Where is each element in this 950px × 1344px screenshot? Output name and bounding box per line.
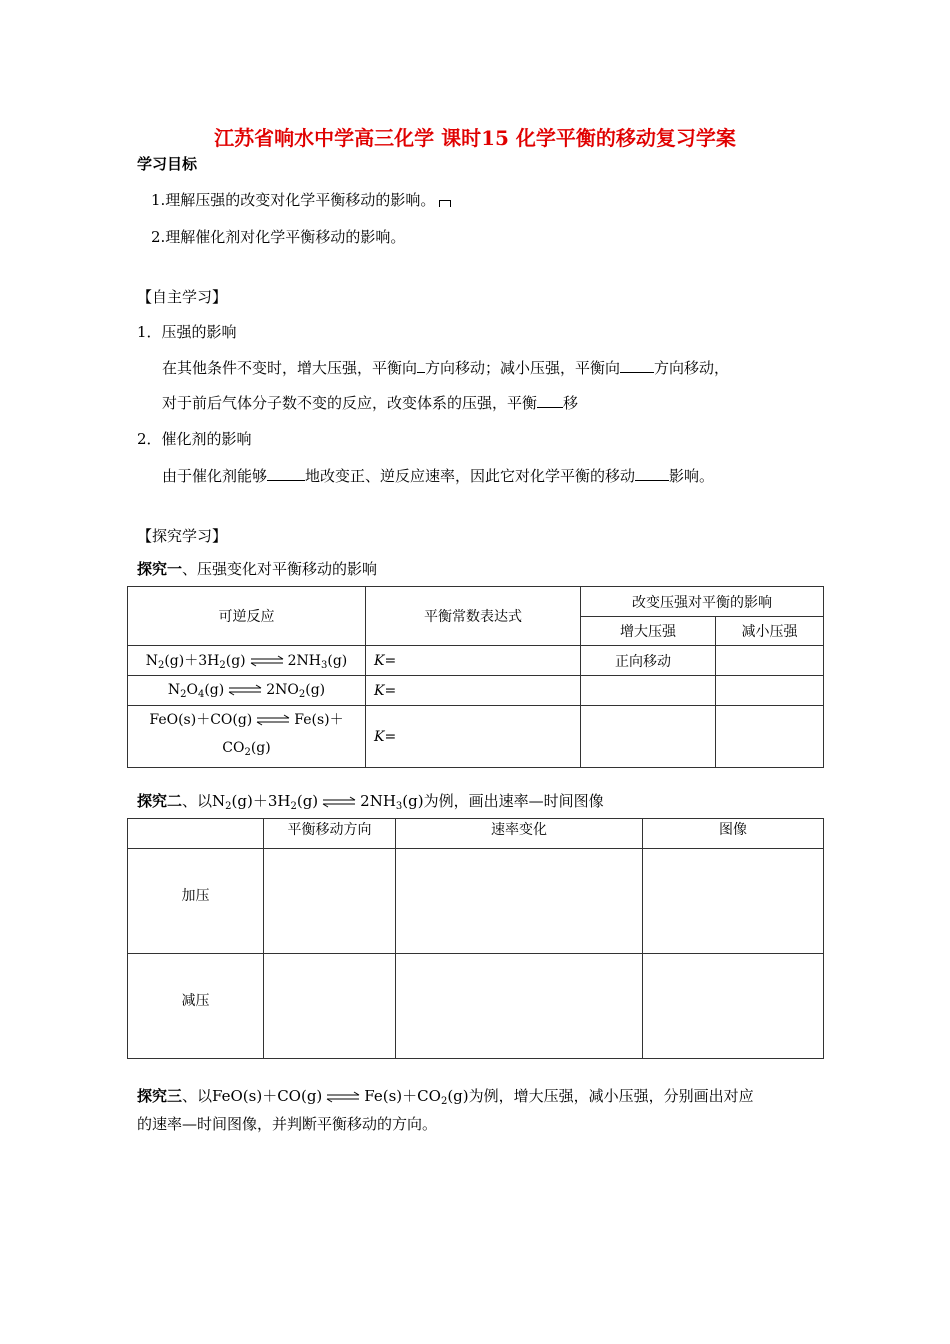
equilibrium-arrow-icon bbox=[250, 655, 284, 667]
self-study-heading: 【自主学习】 bbox=[137, 288, 228, 306]
objectives-heading: 学习目标 bbox=[137, 155, 198, 173]
increase-pressure-cell: 正向移动 bbox=[581, 646, 716, 676]
header-empty bbox=[128, 819, 264, 849]
header-k-expression: 平衡常数表达式 bbox=[366, 587, 581, 646]
rate-time-table bbox=[127, 818, 824, 1059]
equilibrium-arrow-icon bbox=[322, 796, 356, 808]
reaction-cell: $N_2(g)+3H_2(g)$ $2NH_3(g)$ bbox=[128, 646, 366, 676]
increase-pressure-cell bbox=[581, 676, 716, 706]
decrease-pressure-cell bbox=[716, 706, 824, 768]
equilibrium-arrow-icon bbox=[228, 684, 262, 696]
k-expression-cell: K= bbox=[366, 646, 581, 676]
objective-item: 1.理解压强的改变对化学平衡移动的影响。 bbox=[151, 189, 451, 210]
note-mark-icon bbox=[439, 200, 451, 207]
header-pressure-effect: 改变压强对平衡的影响 bbox=[581, 587, 824, 617]
k-expression-cell: K= bbox=[366, 676, 581, 706]
equilibrium-arrow-icon bbox=[326, 1091, 360, 1103]
equilibrium-arrow-icon bbox=[256, 714, 290, 726]
rate-change-cell bbox=[396, 954, 643, 1059]
explore-three-line-2: 的速率—时间图像，并判断平衡移动的方向。 bbox=[137, 1115, 438, 1133]
direction-cell bbox=[264, 954, 396, 1059]
explore-one-title: 探究一、压强变化对平衡移动的影响 bbox=[137, 560, 378, 578]
header-graph: 图像 bbox=[643, 819, 824, 849]
question-1-line-1: 在其他条件不变时，增大压强，平衡向 方向移动；减小压强，平衡向 方向移动， bbox=[162, 359, 730, 377]
pressure-effect-table bbox=[127, 586, 824, 768]
question-2-line: 由于催化剂能够 地改变正、逆反应速率，因此它对化学平衡的移动 影响。 bbox=[162, 467, 715, 485]
question-2-title: 2．催化剂的影响 bbox=[137, 430, 252, 448]
header-increase-pressure: 增大压强 bbox=[581, 617, 716, 646]
decrease-pressure-cell bbox=[716, 646, 824, 676]
header-reaction: 可逆反应 bbox=[128, 587, 366, 646]
header-decrease-pressure: 减小压强 bbox=[716, 617, 824, 646]
objective-item: 2.理解催化剂对化学平衡移动的影响。 bbox=[151, 228, 406, 246]
graph-cell bbox=[643, 954, 824, 1059]
question-1-line-2: 对于前后气体分子数不变的反应，改变体系的压强，平衡 移 bbox=[162, 394, 579, 412]
header-rate-change: 速率变化 bbox=[396, 819, 643, 849]
explore-three-title: 探究三、以FeO(s)＋CO(g) $Fe(s)+CO_2(g)$为例，增大压强，减小压强，分别画出对应 bbox=[137, 1087, 754, 1107]
header-direction: 平衡移动方向 bbox=[264, 819, 396, 849]
question-1-title: 1．压强的影响 bbox=[137, 323, 237, 341]
graph-cell bbox=[643, 849, 824, 954]
explore-heading: 【探究学习】 bbox=[137, 527, 228, 545]
decrease-pressure-cell bbox=[716, 676, 824, 706]
page-title: 江苏省响水中学高三化学 课时15 化学平衡的移动复习学案 bbox=[214, 126, 736, 150]
reaction-cell: $N_2O_4(g)$ $2NO_2(g)$ bbox=[128, 676, 366, 706]
direction-cell bbox=[264, 849, 396, 954]
row-label-pressurize: 加压 bbox=[128, 849, 264, 954]
reaction-cell: FeO(s)＋CO(g) Fe(s)＋ $CO_2(g)$ bbox=[128, 706, 366, 768]
increase-pressure-cell bbox=[581, 706, 716, 768]
k-expression-cell: K= bbox=[366, 706, 581, 768]
explore-two-title: 探究二、以$N_2(g)+3H_2(g)$ $2NH_3(g)$为例，画出速率—时间图像 bbox=[137, 792, 604, 812]
rate-change-cell bbox=[396, 849, 643, 954]
row-label-depressurize: 减压 bbox=[128, 954, 264, 1059]
